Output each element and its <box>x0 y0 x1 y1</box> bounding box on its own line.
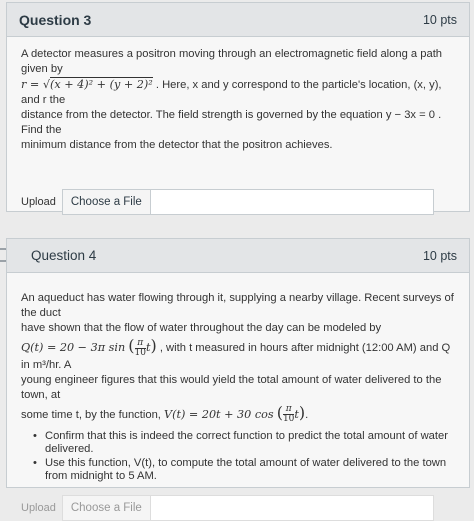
eq1-open-paren: ( <box>128 336 135 355</box>
bullet-item-confirm: • Confirm that this is indeed the correct function to predict the total amount of water delivered. <box>37 430 455 456</box>
file-upload-field-q4[interactable] <box>62 495 434 521</box>
line5-pre: some time t, by the function, <box>21 408 165 421</box>
eq1-den: 10 <box>134 347 146 358</box>
question-3-text-line3: distance from the detector. The field strength is governed by the equation y − 3x = 0 . Find the <box>21 109 442 136</box>
question-4-body <box>7 273 469 521</box>
question-4-text-line4: young engineer figures that this would yield the total amount of water delivered to the town, at <box>21 373 442 401</box>
sqrt-symbol: √ <box>42 78 50 91</box>
eq1-fraction <box>135 339 146 358</box>
question-4-eq2-line <box>21 402 455 425</box>
question-4-text-line2: have shown that the flow of water throughout the day can be modeled by <box>21 322 382 334</box>
question-3-header <box>7 3 469 37</box>
choose-file-button-q4[interactable]: Choose a File <box>63 496 151 520</box>
upload-label: Upload <box>21 195 56 208</box>
file-upload-field[interactable] <box>62 189 434 215</box>
eq2-end: . <box>305 408 309 421</box>
bullet-item-compute: • Use this function, V(t), to compute the total amount of water delivered to the town from midnight to 5 AM. <box>37 457 455 483</box>
question-4-bullet-list <box>37 430 455 483</box>
question-3-title: Question 3 <box>19 11 92 28</box>
question-3-text-line2 <box>21 77 455 108</box>
question-4-text-line1: An aqueduct has water flowing through it, supplying a nearby village. Recent surveys of the duct <box>21 292 454 319</box>
question-3-card <box>6 2 470 212</box>
question-3-text-line2-rest: . Here, x and y correspond to the particle's location, (x, y), and r the <box>21 79 442 106</box>
eq2-var: t <box>294 407 299 421</box>
question-3-upload-row <box>21 189 455 215</box>
eq1-num: π <box>135 339 146 349</box>
question-4-points: 10 pts <box>422 248 457 263</box>
eq2-fraction <box>283 405 294 424</box>
question-3-points: 10 pts <box>422 12 457 27</box>
choose-file-button[interactable]: Choose a File <box>63 190 151 214</box>
eq2-open-paren: ( <box>276 402 283 422</box>
question-3-eq-lhs: r = <box>21 78 43 91</box>
question-3-body <box>7 37 469 215</box>
eq2-close-paren: ) <box>298 402 306 422</box>
question-4-header <box>7 239 469 273</box>
eq1-lhs: Q(t) = 20 − 3π sin <box>21 341 126 354</box>
eq2-num: π <box>283 405 294 415</box>
eq2-lhs: V(t) = 20t + 30 cos <box>164 407 274 421</box>
eq2-den: 10 <box>282 414 295 425</box>
question-4-upload-row <box>21 495 455 521</box>
question-3-text-line1: A detector measures a positron moving through an electromagnetic field along a path given by <box>21 48 443 75</box>
eq1-rest: , with t measured in hours after midnight (12:00 AM) and Q in m³/hr. A <box>21 342 451 371</box>
question-4-card <box>6 238 470 514</box>
upload-label-q4: Upload <box>21 501 56 514</box>
question-3-text-line4: minimum distance from the detector that the positron achieves. <box>21 139 333 151</box>
question-3-eq-rhs: (x + 4)² + (y + 2)² <box>49 78 153 91</box>
question-4-title: Question 4 <box>31 248 97 263</box>
eq1-close-paren: ) <box>150 336 157 355</box>
question-4-eq1-line <box>21 338 455 373</box>
eq1-var: t <box>145 341 151 354</box>
